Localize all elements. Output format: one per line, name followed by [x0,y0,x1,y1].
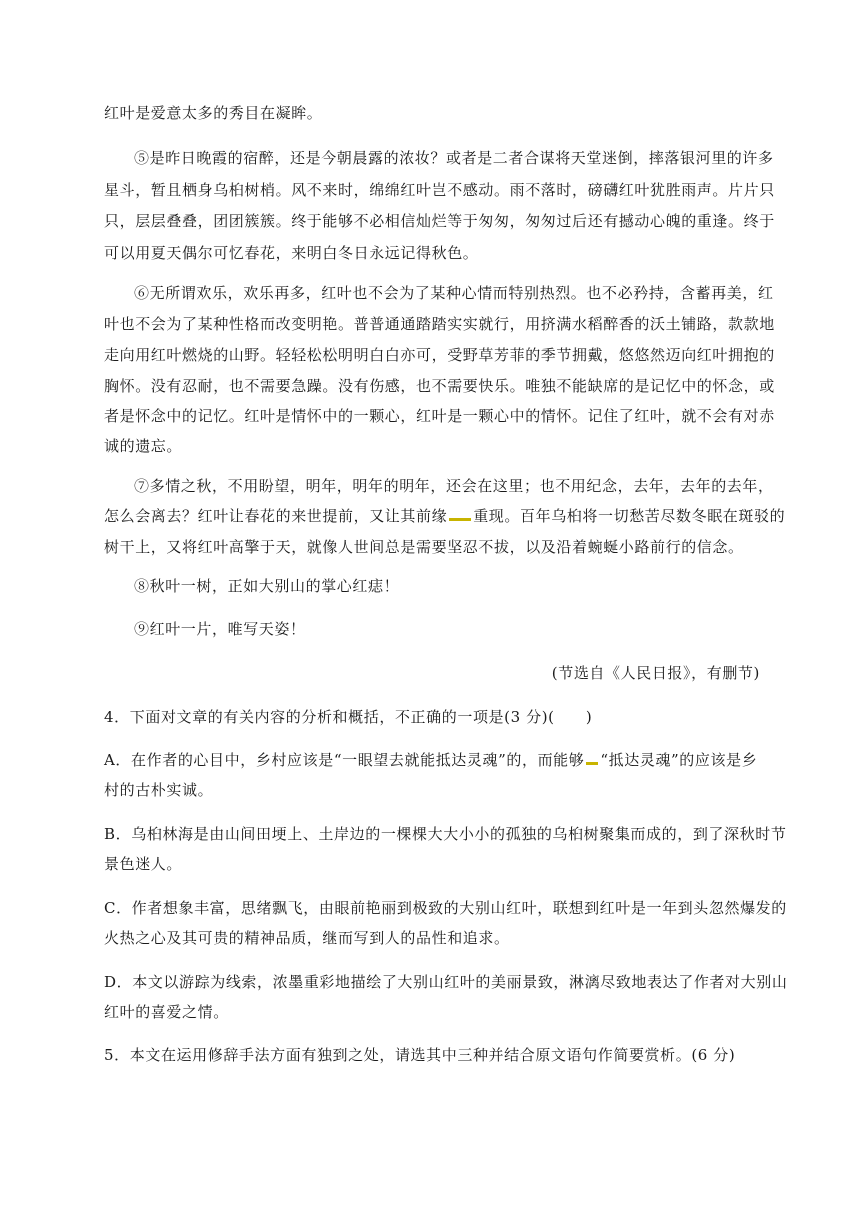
paragraph-7-line-2-part-b: 重现。百年乌桕将一切愁苦尽数冬眠在斑驳的 [473,507,786,525]
paragraph-6-line-2: 叶也不会为了某种性格而改变明艳。普普通通踏踏实实就行，用挤满水稻醉香的沃土铺路，款款地 [104,315,775,333]
option-b-line-1: B．乌桕林海是由山间田埂上、土岸边的一棵棵大大小小的孤独的乌桕树聚集而成的，到了深秋时节 [104,825,787,843]
paragraph-7-line-3: 树干上，又将红叶高擎于天，就像人世间总是需要坚忍不拔，以及沿着蜿蜒小路前行的信念。 [104,538,744,556]
option-a-line-1 [104,750,757,770]
paragraph-7-line-2 [104,506,785,526]
option-c-line-2: 火热之心及其可贵的精神品质，继而写到人的品性和追求。 [104,929,510,947]
fill-blank-underline[interactable] [586,750,598,765]
paragraph-7-line-1: ⑦多情之秋，不用盼望，明年，明年的明年，还会在这里；也不用纪念，去年，去年的去年， [134,477,774,495]
paragraph-6-line-5: 者是怀念中的记忆。红叶是情怀中的一颗心，红叶是一颗心中的情怀。记住了红叶，就不会有对赤 [104,407,775,425]
option-a-part-a: A．在作者的心目中，乡村应该是“一眼望去就能抵达灵魂”的，而能够 [104,751,585,769]
paragraph-7-line-2-part-a: 怎么会离去？红叶让春花的来世提前，又让其前缘 [104,507,448,525]
option-a-line-2: 村的古朴实诚。 [104,781,214,799]
question-5-stem: 5．本文在运用修辞手法方面有独到之处，请选其中三种并结合原文语句作简要赏析。(6 分) [104,1046,736,1064]
paragraph-8: ⑧秋叶一树，正如大别山的掌心红痣！ [134,577,400,595]
fill-blank-underline[interactable] [449,506,471,521]
option-d-line-2: 红叶的喜爱之情。 [104,1003,229,1021]
paragraph-5-line-3: 只，层层叠叠，团团簇簇。终于能够不必相信灿烂等于匆匆，匆匆过后还有撼动心魄的重逢。终于 [104,212,775,230]
option-a-part-b: “抵达灵魂”的应该是乡 [600,751,758,769]
paragraph-5-line-1: ⑤是昨日晚霞的宿醉，还是今朝晨露的浓妆？或者是二者合谋将天堂迷倒，摔落银河里的许多 [134,149,774,167]
paragraph-6-line-4: 胸怀。没有忍耐，也不需要急躁。没有伤感，也不需要快乐。唯独不能缺席的是记忆中的怀念，或 [104,377,775,395]
paragraph-5-line-2: 星斗，暂且栖身乌桕树梢。风不来时，绵绵红叶岂不感动。雨不落时，磅礴红叶犹胜雨声。片片只 [104,181,775,199]
paragraph-4-tail: 红叶是爱意太多的秀目在凝眸。 [104,104,323,122]
option-c-line-1: C．作者想象丰富，思绪飘飞，由眼前艳丽到极致的大别山红叶，联想到红叶是一年到头忽然爆发的 [104,899,787,917]
source-note: (节选自《人民日报》，有删节) [551,664,760,682]
option-d-line-1: D．本文以游踪为线索，浓墨重彩地描绘了大别山红叶的美丽景致，淋漓尽致地表达了作者对大别山 [104,973,788,991]
question-4-stem: 4．下面对文章的有关内容的分析和概括，不正确的一项是(3 分)( ) [104,708,593,726]
paragraph-9: ⑨红叶一片，唯写天姿！ [134,620,306,638]
paragraph-6-line-3: 走向用红叶燃烧的山野。轻轻松松明明白白亦可，受野草芳菲的季节拥戴，悠悠然迈向红叶拥抱的 [104,346,775,364]
option-b-line-2: 景色迷人。 [104,855,183,873]
paragraph-6-line-6: 诚的遗忘。 [104,437,183,455]
paragraph-6-line-1: ⑥无所谓欢乐，欢乐再多，红叶也不会为了某种心情而特别热烈。也不必矜持，含蓄再美，红 [134,284,774,302]
paragraph-5-line-4: 可以用夏天偶尔可忆春花，来明白冬日永远记得秋色。 [104,244,479,262]
